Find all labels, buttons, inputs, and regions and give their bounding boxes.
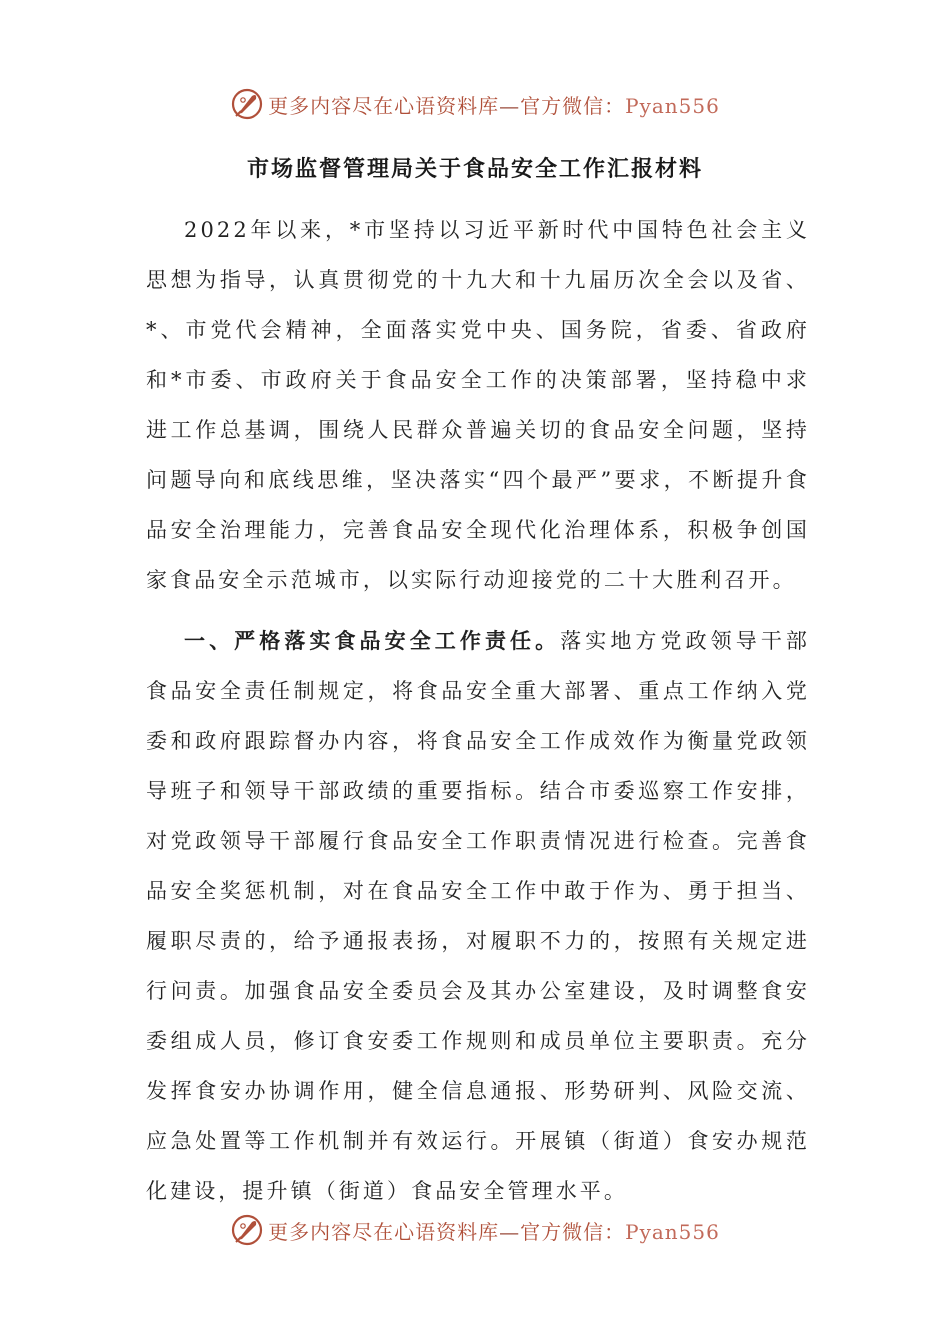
quill-logo-icon <box>230 1213 264 1247</box>
paragraph-intro <box>146 205 810 605</box>
watermark-text: 更多内容尽在心语资料库—官方微信：Pyan556 <box>268 93 720 118</box>
watermark-banner-top <box>0 82 950 126</box>
section-1-heading: 一、严格落实食品安全工作责任。 <box>184 629 561 653</box>
paragraph-intro-text: 2022年以来，*市坚持以习近平新时代中国特色社会主义思想为指导，认真贯彻党的十九大和十九届历次全会以及省、*、市党代会精神，全面落实党中央、国务院，省委、省政府和*市委、市政府关于食品安全工作的决策部署，坚持稳中求进工作总基调，围绕人民群众普遍关切的食品安全问题，坚持问题导向和底线思维，坚决落实“四个最严”要求，不断提升食品安全治理能力，完善食品安全现代化治理体系，积极争创国家食品安全示范城市，以实际行动迎接党的二十大胜利召开。 <box>146 218 810 592</box>
section-1-body: 落实地方党政领导干部食品安全责任制规定，将食品安全重大部署、重点工作纳入党委和政府跟踪督办内容，将食品安全工作成效作为衡量党政领导班子和领导干部政绩的重要指标。结合市委巡察工作安排，对党政领导干部履行食品安全工作职责情况进行检查。完善食品安全奖惩机制，对在食品安全工作中敢于作为、勇于担当、履职尽责的，给予通报表扬，对履职不力的，按照有关规定进行问责。加强食品安全委员会及其办公室建设，及时调整食安委组成人员，修订食安委工作规则和成员单位主要职责。充分发挥食安办协调作用，健全信息通报、形势研判、风险交流、应急处置等工作机制并有效运行。开展镇（街道）食安办规范化建设，提升镇（街道）食品安全管理水平。 <box>146 629 810 1203</box>
quill-logo-icon <box>230 87 264 121</box>
document-title: 市场监督管理局关于食品安全工作汇报材料 <box>246 157 703 182</box>
watermark-banner-bottom <box>0 1208 950 1252</box>
watermark-text: 更多内容尽在心语资料库—官方微信：Pyan556 <box>268 1219 720 1244</box>
paragraph-section-1 <box>146 616 810 1216</box>
